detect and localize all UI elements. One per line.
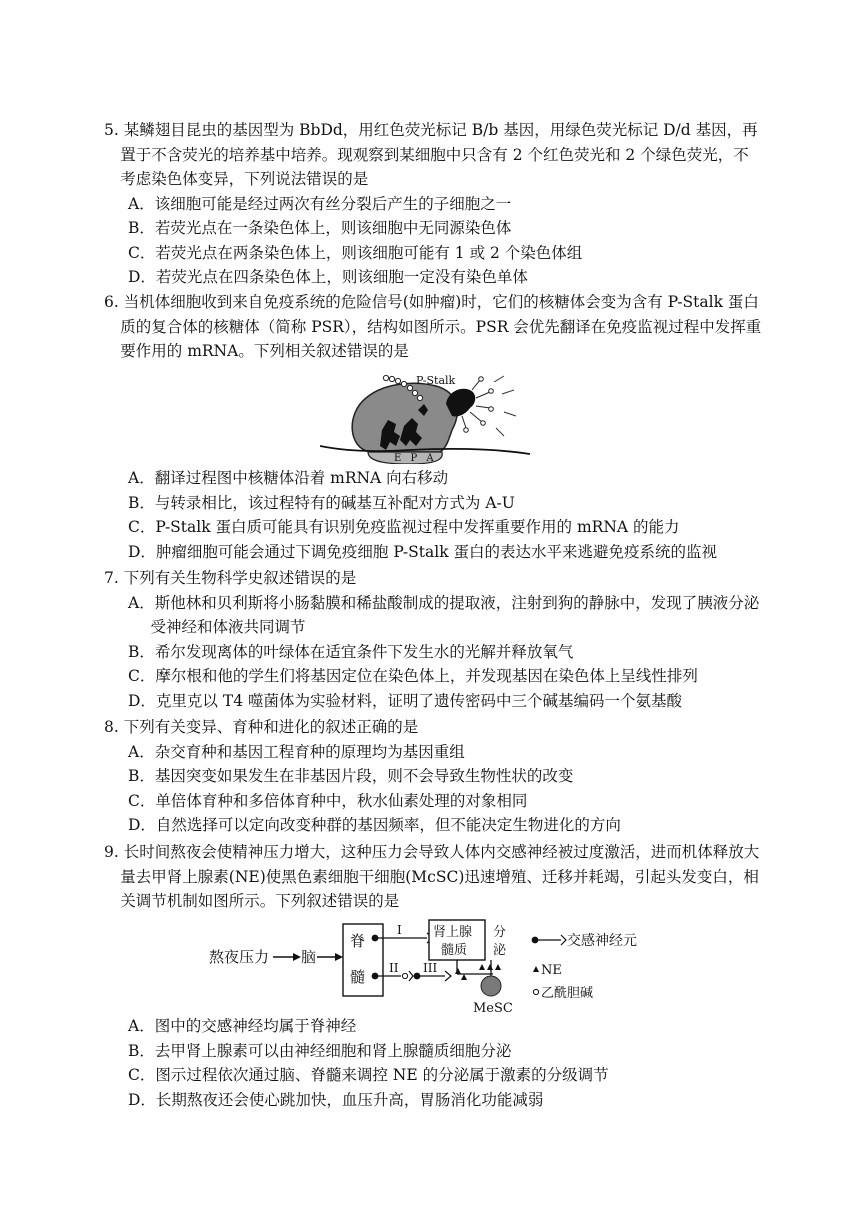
question-9-option-c: C．图示过程依次通过脑、脊髓来调控 NE 的分泌属于激素的分级调节 [128, 1066, 609, 1084]
legend-ne-label: NE [541, 963, 562, 978]
legend-ach-label: 乙酰胆碱 [541, 986, 594, 1001]
path-3-label: III [423, 961, 438, 975]
adrenal-label-2: 髓质 [441, 943, 468, 958]
legend-ach-icon [533, 989, 538, 994]
mesc-label: MeSC [473, 1001, 513, 1014]
secrete-label-2: 泌 [493, 943, 507, 958]
neuron-body-3 [414, 973, 421, 980]
p-stalk-label: P-Stalk [416, 374, 456, 387]
question-8 [104, 715, 764, 838]
question-6-options [104, 466, 764, 564]
legend-ne-icon [533, 966, 539, 972]
question-5-option-b: B．若荧光点在一条染色体上，则该细胞中无同源染色体 [128, 219, 512, 237]
question-7-option-d: D．克里克以 T4 噬菌体为实验材料，证明了遗传密码中三个碱基编码一个氨基酸 [128, 691, 682, 710]
spinal-cord-label-1: 脊 [350, 932, 366, 950]
question-5 [104, 118, 764, 290]
question-9-options [104, 1014, 764, 1112]
question-9-stem: 9. 长时间熬夜会使精神压力增大，这种压力会导致人体内交感神经被过度激活，进而机体释放大量去甲肾上腺素(NE)使黑色素细胞干细胞(McSC)迅速增殖、迁移并耗竭，引起头发变白，相关调节机制如图所示。下列叙述错误的是 [104, 843, 760, 910]
question-6-option-d: D．肿瘤细胞可能会通过下调免疫细胞 P-Stalk 蛋白的表达水平来逃避免疫系统的监视 [128, 542, 718, 561]
question-7-option-c: C．摩尔根和他的学生们将基因定位在染色体上，并发现基因在染色体上呈线性排列 [128, 667, 698, 685]
question-6-option-a: A．翻译过程图中核糖体沿着 mRNA 向右移动 [128, 469, 449, 487]
stress-label: 熬夜压力 [209, 948, 270, 966]
adrenal-label-1: 肾上腺 [433, 925, 473, 940]
legend-neuron-label: 交感神经元 [567, 933, 637, 949]
question-9-option-b: B．去甲肾上腺素可以由神经细胞和肾上腺髓质细胞分泌 [128, 1041, 512, 1060]
question-7-option-a: A．斯他林和贝利斯将小肠黏膜和稀盐酸制成的提取液，注射到狗的静脉中，发现了胰液分泌受神经和体液共同调节 [128, 593, 760, 636]
mesc-cell [481, 976, 501, 996]
question-9-option-a: A．图中的交感神经均属于脊神经 [128, 1017, 357, 1035]
question-5-option-a: A．该细胞可能是经过两次有丝分裂后产生的子细胞之一 [128, 194, 512, 213]
signal-lines [494, 376, 516, 436]
question-8-option-a: A．杂交育种和基因工程育种的原理均为基因重组 [128, 742, 465, 761]
question-9 [104, 840, 764, 914]
question-7-option-b: B．希尔发现离体的叶绿体在适宜条件下发生水的光解并释放氧气 [128, 642, 574, 661]
question-8-option-c: C．单倍体育种和多倍体育种中，秋水仙素处理的对象相同 [128, 791, 528, 810]
question-6 [104, 290, 764, 364]
question-9-option-d: D．长期熬夜还会使心跳加快，血压升高，胃肠消化功能减弱 [128, 1090, 544, 1109]
question-8-option-d: D．自然选择可以定向改变种群的基因频率，但不能决定生物进化的方向 [128, 816, 621, 834]
question-8-option-b: B．基因突变如果发生在非基因片段，则不会导致生物性状的改变 [128, 767, 574, 785]
neuron-body-2 [372, 973, 379, 980]
secrete-label-1: 分 [493, 925, 507, 940]
question-7-stem: 7. 下列有关生物科学史叙述错误的是 [104, 569, 357, 587]
regulation-mechanism-figure [205, 914, 665, 1014]
spinal-cord-label-2: 髓 [350, 968, 366, 986]
question-5-stem: 5. 某鳞翅目昆虫的基因型为 BbDd，用红色荧光标记 B/b 基因，用绿色荧光标记 D/d 基因，再置于不含荧光的培养基中培养。现观察到某细胞中只含有 2 个红色荧光和 2 个绿色荧光，不考虑染色体变异，下列说法错误的是 [104, 121, 758, 188]
question-5-option-c: C．若荧光点在两条染色体上，则该细胞可能有 1 或 2 个染色体组 [128, 243, 583, 262]
question-8-stem: 8. 下列有关变异、育种和进化的叙述正确的是 [104, 718, 419, 736]
brain-label: 脑 [301, 948, 317, 966]
question-5-option-d: D．若荧光点在四条染色体上，则该细胞一定没有染色单体 [128, 268, 528, 286]
legend-neuron-icon [532, 937, 539, 944]
path-2-label: II [389, 961, 399, 975]
path-1-label: I [397, 923, 402, 937]
ribosome-site-labels: E P A [394, 453, 437, 464]
question-6-option-b: B．与转录相比，该过程特有的碱基互补配对方式为 A-U [128, 493, 515, 512]
ribosome-psr-figure [320, 368, 530, 464]
question-7 [104, 566, 764, 713]
question-6-stem: 6. 当机体细胞收到来自免疫系统的危险信号(如肿瘤)时，它们的核糖体会变为含有 P-Stalk 蛋白质的复合体的核糖体（简称 PSR），结构如图所示。PSR 会优先翻译在免疫监视过程中发挥重要作用的 mRNA。下列相关叙述错误的是 [104, 293, 762, 360]
neuron-body-1 [372, 935, 379, 942]
question-6-option-c: C．P-Stalk 蛋白质可能具有识别免疫监视过程中发挥重要作用的 mRNA 的能力 [128, 518, 680, 536]
